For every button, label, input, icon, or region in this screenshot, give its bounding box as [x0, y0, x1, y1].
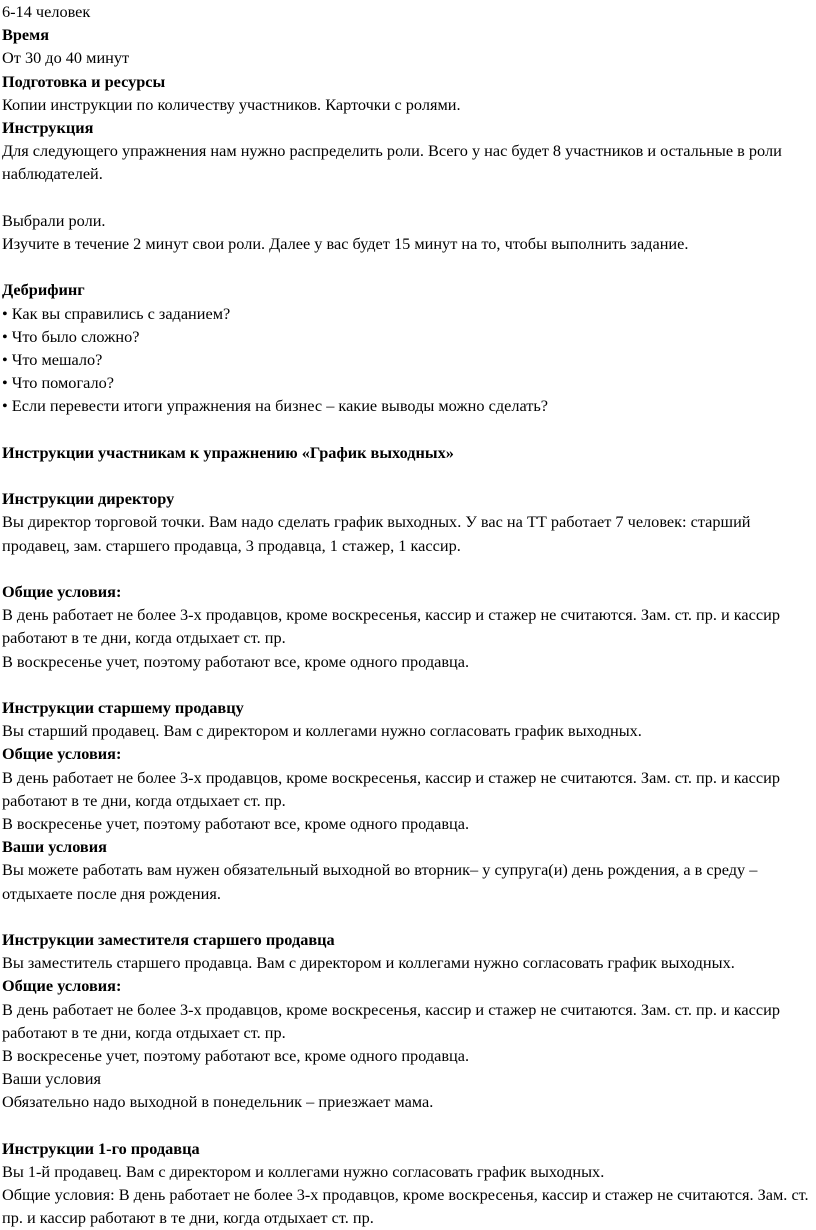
- debrief-item: • Что помогало?: [2, 373, 114, 393]
- deputy-your-heading: Ваши условия: [2, 1069, 101, 1089]
- director-heading: Инструкции директору: [2, 489, 175, 509]
- deputy-text: Вы заместитель старшего продавца. Вам с директором и коллегами нужно согласовать график выходных.: [2, 953, 735, 973]
- spacer: [2, 905, 810, 928]
- deputy-heading: Инструкции заместителя старшего продавца: [2, 930, 335, 950]
- debrief-heading: Дебрифинг: [2, 280, 85, 300]
- spacer: [2, 255, 810, 278]
- time-value: От 30 до 40 минут: [2, 48, 130, 68]
- deputy-general-1: В день работает не более 3-х продавцов, кроме воскресенья, кассир и стажер не считаются. Зам. ст. пр. и кассир работают в те дни, когда отдыхает ст. пр.: [2, 999, 780, 1042]
- spacer: [2, 1114, 810, 1137]
- instruction-text: Для следующего упражнения нам нужно распределить роли. Всего у нас будет 8 участников и остальные в роли наблюдателей.: [2, 141, 782, 184]
- debrief-item: • Если перевести итоги упражнения на бизнес – какие выводы можно сделать?: [2, 396, 549, 416]
- senior-your-heading: Ваши условия: [2, 837, 107, 857]
- senior-heading: Инструкции старшему продавцу: [2, 698, 244, 717]
- study-roles-text: Изучите в течение 2 минут свои роли. Далее у вас будет 15 минут на то, чтобы выполнить задание.: [2, 234, 689, 254]
- debrief-item: • Что было сложно?: [2, 326, 140, 346]
- time-heading: Время: [2, 25, 50, 45]
- spacer: [2, 464, 810, 487]
- participants-instructions-heading: Инструкции участникам к упражнению «График выходных»: [2, 442, 454, 462]
- roles-chosen: Выбрали роли.: [2, 210, 106, 230]
- deputy-general-2: В воскресенье учет, поэтому работают все, кроме одного продавца.: [2, 1046, 470, 1066]
- spacer: [2, 186, 810, 209]
- prep-heading: Подготовка и ресурсы: [2, 71, 166, 91]
- deputy-your-text: Обязательно надо выходной в понедельник – приезжает мама.: [2, 1092, 434, 1112]
- senior-general-1: В день работает не более 3-х продавцов, кроме воскресенья, кассир и стажер не считаются. Зам. ст. пр. и кассир работают в те дни, когда отдыхает ст. пр.: [2, 767, 780, 810]
- spacer: [2, 557, 810, 580]
- debrief-item: • Что мешало?: [2, 350, 103, 370]
- spacer: [2, 418, 810, 441]
- senior-general-2: В воскресенье учет, поэтому работают все, кроме одного продавца.: [2, 814, 470, 834]
- director-general-2: В воскресенье учет, поэтому работают все, кроме одного продавца.: [2, 651, 470, 671]
- director-general-1: В день работает не более 3-х продавцов, кроме воскресенья, кассир и стажер не считаются. Зам. ст. пр. и кассир работают в те дни, когда отдыхает ст. пр.: [2, 605, 780, 648]
- debrief-item: • Как вы справились с заданием?: [2, 303, 231, 323]
- seller1-text: Вы 1-й продавец. Вам с директором и коллегами нужно согласовать график выходных.: [2, 1162, 605, 1182]
- senior-text: Вы старший продавец. Вам с директором и коллегами нужно согласовать график выходных.: [2, 721, 642, 741]
- participants-count: 6-14 человек: [2, 2, 91, 21]
- senior-your-text: Вы можете работать вам нужен обязательный выходной во вторник– у супруга(и) день рождения, а в среду – отдыхаете после дня рождения.: [2, 860, 758, 903]
- instruction-heading: Инструкция: [2, 118, 94, 138]
- seller1-general: Общие условия: В день работает не более 3-х продавцов, кроме воскресенья, кассир и стажер не считаются. Зам. ст. пр. и кассир работают в те дни, когда отдыхает ст. пр.: [2, 1185, 809, 1228]
- director-general-heading: Общие условия:: [2, 582, 122, 601]
- deputy-general-heading: Общие условия:: [2, 976, 122, 996]
- seller1-heading: Инструкции 1-го продавца: [2, 1138, 200, 1158]
- prep-text: Копии инструкции по количеству участников. Карточки с ролями.: [2, 94, 461, 114]
- senior-general-heading: Общие условия:: [2, 744, 122, 764]
- spacer: [2, 673, 810, 696]
- director-text: Вы директор торговой точки. Вам надо сделать график выходных. У вас на ТТ работает 7 человек: старший продавец, зам. старшего продавца, 3 продавца, 1 стажер, 1 кассир.: [2, 512, 751, 555]
